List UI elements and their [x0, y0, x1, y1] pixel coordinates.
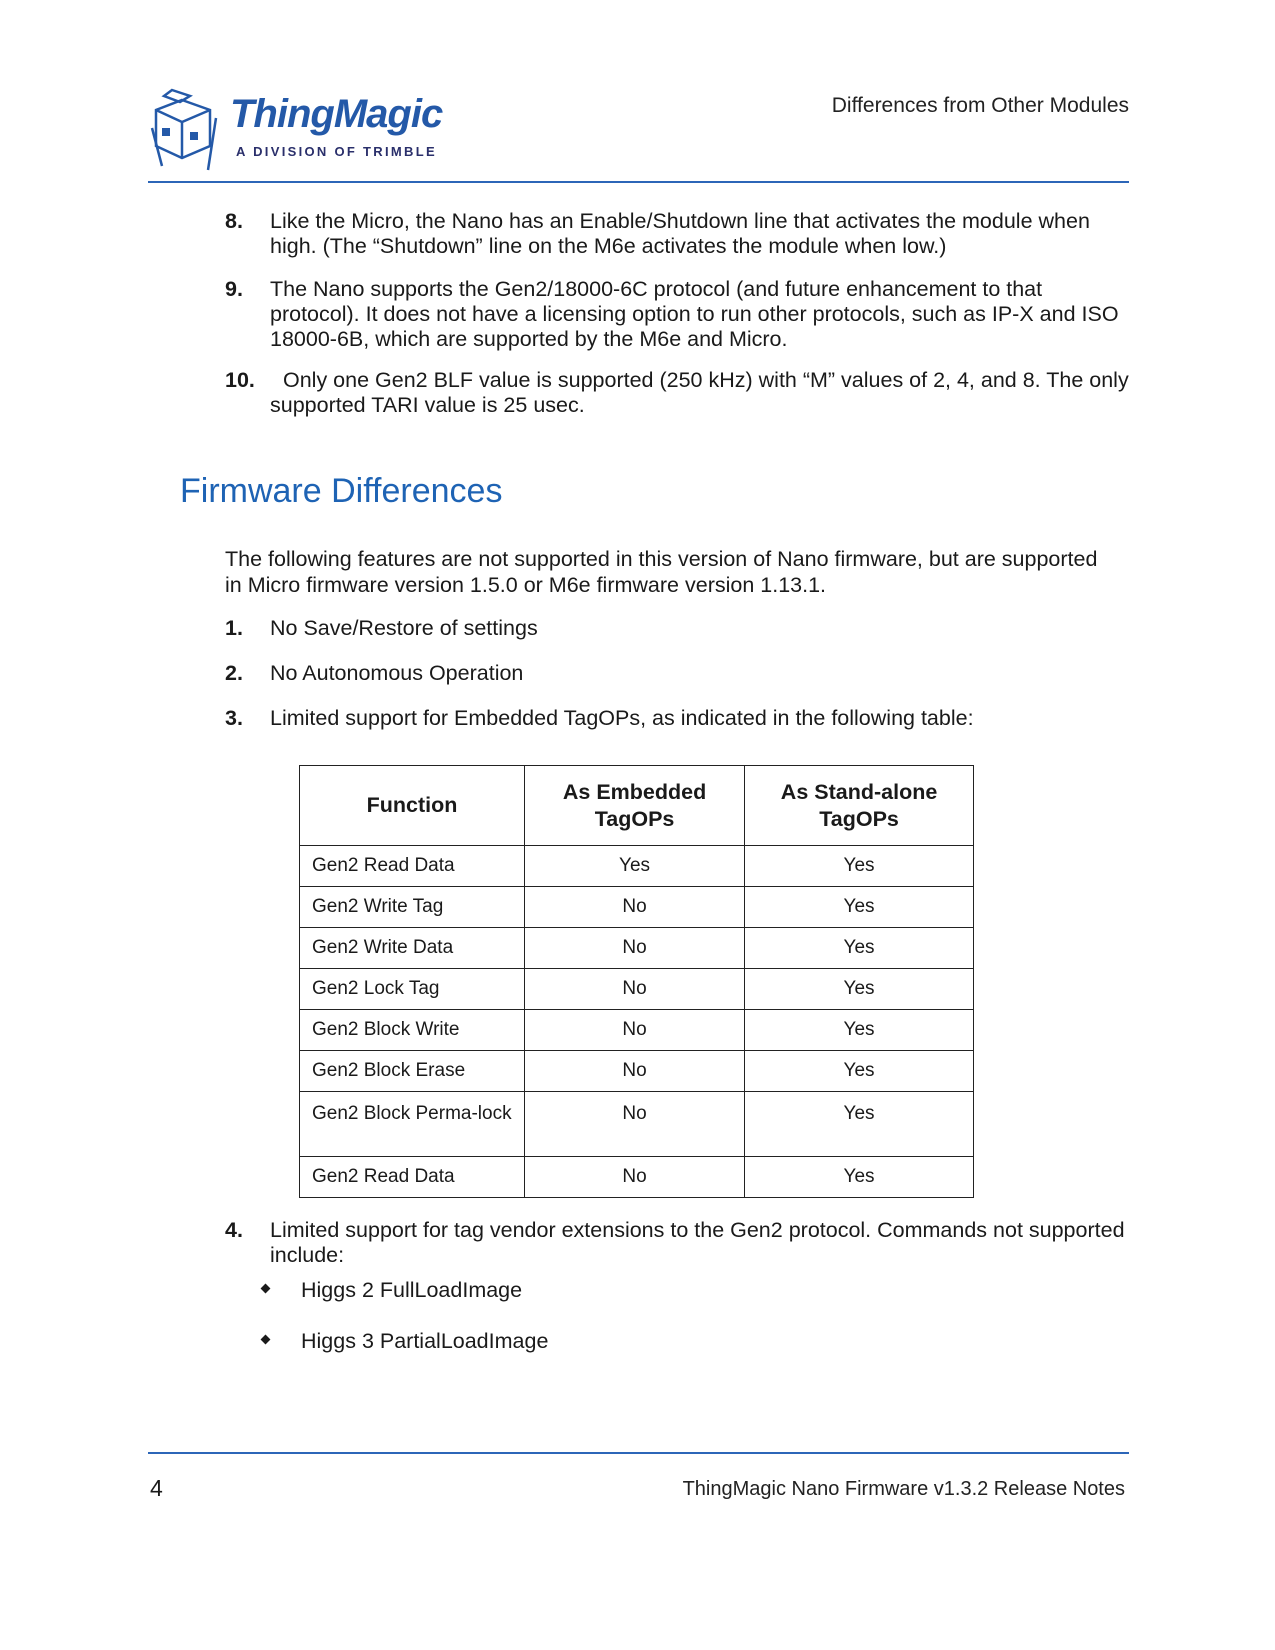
embedded-cell: No [525, 969, 745, 1010]
logo-wordmark: ThingMagic [230, 92, 443, 136]
embedded-cell: No [525, 1010, 745, 1051]
embedded-cell: No [525, 1092, 745, 1157]
function-cell: Gen2 Read Data [300, 1157, 525, 1198]
header-divider [148, 181, 1129, 183]
list-number: 9. [225, 277, 243, 301]
table-row [300, 846, 974, 887]
logo-tagline: A DIVISION OF TRIMBLE [236, 144, 437, 159]
embedded-cell: No [525, 928, 745, 969]
column-header-function: Function [300, 766, 525, 846]
standalone-cell: Yes [745, 969, 974, 1010]
section-heading: Firmware Differences [180, 472, 503, 510]
list-number: 8. [225, 209, 243, 233]
footer-doc-title: ThingMagic Nano Firmware v1.3.2 Release Notes [682, 1478, 1125, 1500]
bullet-text: Higgs 2 FullLoadImage [301, 1278, 523, 1302]
list-text: Limited support for Embedded TagOPs, as indicated in the following table: [270, 706, 974, 730]
list-text: The Nano supports the Gen2/18000-6C protocol (and future enhancement to that protocol). It does not have a licensing option to run other protocols, such as IP-X and ISO 18000-6B, which are supported by the M6e and Micro. [270, 277, 1119, 351]
table-row [300, 969, 974, 1010]
function-cell: Gen2 Block Perma-lock [300, 1092, 525, 1157]
tagops-table [299, 765, 974, 1198]
table-row [300, 1092, 974, 1157]
list-number: 10. [225, 368, 255, 392]
list-text: No Autonomous Operation [270, 661, 524, 685]
table-row [300, 1051, 974, 1092]
footer-divider [148, 1452, 1129, 1454]
function-cell: Gen2 Block Erase [300, 1051, 525, 1092]
list-number: 2. [225, 661, 243, 685]
list-number: 1. [225, 616, 243, 640]
function-cell: Gen2 Lock Tag [300, 969, 525, 1010]
bullet-text: Higgs 3 PartialLoadImage [301, 1329, 549, 1353]
section-intro: The following features are not supported in this version of Nano firmware, but are supported in Micro firmware version 1.5.0 or M6e firmware version 1.13.1. [225, 547, 1098, 597]
standalone-cell: Yes [745, 887, 974, 928]
list-text: No Save/Restore of settings [270, 616, 538, 640]
table-row [300, 928, 974, 969]
column-header-embedded: As Embedded TagOPs [525, 766, 745, 846]
embedded-cell: No [525, 887, 745, 928]
list-text: Like the Micro, the Nano has an Enable/Shutdown line that activates the module when high. (The “Shutdown” line on the M6e activates the module when low.) [270, 209, 1090, 258]
standalone-cell: Yes [745, 928, 974, 969]
list-number: 4. [225, 1218, 243, 1242]
function-cell: Gen2 Write Tag [300, 887, 525, 928]
cube-logo-icon [150, 88, 230, 178]
standalone-cell: Yes [745, 1092, 974, 1157]
standalone-cell: Yes [745, 846, 974, 887]
list-number: 3. [225, 706, 243, 730]
function-cell: Gen2 Block Write [300, 1010, 525, 1051]
thingmagic-logo [150, 88, 450, 178]
standalone-cell: Yes [745, 1010, 974, 1051]
table-row [300, 1010, 974, 1051]
page-number: 4 [150, 1475, 163, 1501]
embedded-cell: No [525, 1157, 745, 1198]
table-row [300, 1157, 974, 1198]
diamond-bullet-icon [261, 1335, 271, 1345]
table-row [300, 887, 974, 928]
list-text: Limited support for tag vendor extensions to the Gen2 protocol. Commands not supported include: [270, 1218, 1125, 1267]
function-cell: Gen2 Read Data [300, 846, 525, 887]
function-cell: Gen2 Write Data [300, 928, 525, 969]
standalone-cell: Yes [745, 1051, 974, 1092]
header-section-title: Differences from Other Modules [831, 94, 1129, 117]
table-header-row [300, 766, 974, 846]
column-header-standalone: As Stand-alone TagOPs [745, 766, 974, 846]
list-text: Only one Gen2 BLF value is supported (250 kHz) with “M” values of 2, 4, and 8. The only supported TARI value is 25 usec. [270, 368, 1129, 417]
embedded-cell: Yes [525, 846, 745, 887]
standalone-cell: Yes [745, 1157, 974, 1198]
diamond-bullet-icon [261, 1284, 271, 1294]
embedded-cell: No [525, 1051, 745, 1092]
